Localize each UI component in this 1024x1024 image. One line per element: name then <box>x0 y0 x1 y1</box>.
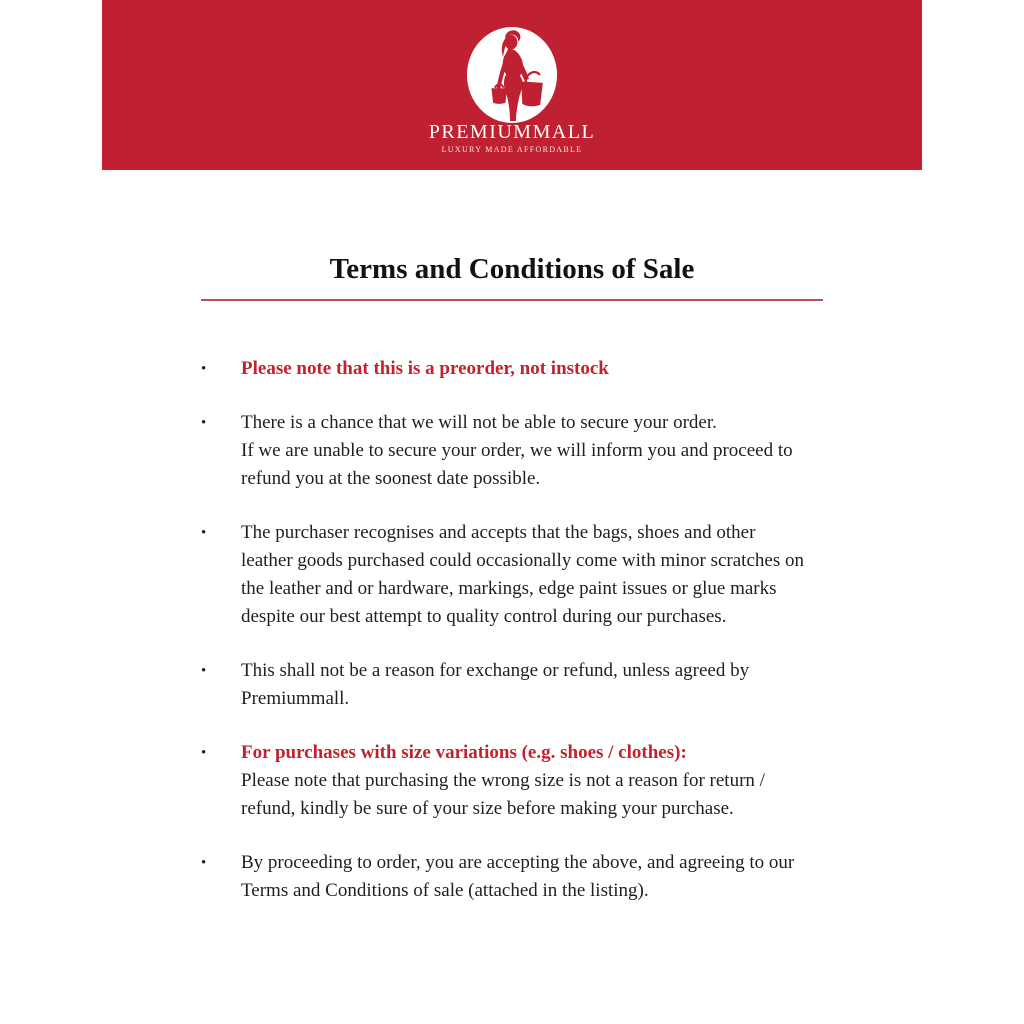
term-line: refund you at the soonest date possible. <box>241 468 541 489</box>
list-item <box>201 739 823 823</box>
term-line: refund, kindly be sure of your size before making your purchase. <box>241 798 734 819</box>
page-title: Terms and Conditions of Sale <box>329 253 695 285</box>
term-line: Terms and Conditions of sale (attached in the listing). <box>241 880 649 901</box>
list-item <box>201 849 823 905</box>
term-line: despite our best attempt to quality control during our purchases. <box>241 606 727 627</box>
brand-wordmark: PREMIUMMALL <box>428 121 596 143</box>
bullet-marker: • <box>201 525 207 541</box>
term-line: Premiummall. <box>241 688 350 709</box>
term-line: Please note that purchasing the wrong size is not a reason for return / <box>241 770 765 791</box>
terms-document <box>201 252 823 905</box>
bullet-marker: • <box>201 855 207 871</box>
term-text <box>241 849 823 905</box>
term-text <box>241 409 823 493</box>
term-line: There is a chance that we will not be able to secure your order. <box>241 412 717 433</box>
term-line-emphasis: For purchases with size variations (e.g. shoes / clothes): <box>241 742 687 763</box>
list-item <box>201 519 823 631</box>
term-text <box>241 355 823 383</box>
bullet-marker: • <box>201 745 207 761</box>
bullet-marker: • <box>201 663 207 679</box>
bullet-marker: • <box>201 415 207 431</box>
list-item <box>201 355 823 383</box>
title-divider <box>201 299 823 301</box>
terms-list <box>201 355 823 905</box>
term-line: By proceeding to order, you are accepting the above, and agreeing to our <box>241 852 795 873</box>
term-line: The purchaser recognises and accepts that the bags, shoes and other <box>241 522 756 543</box>
term-text <box>241 657 823 713</box>
brand-logo <box>465 26 559 124</box>
term-line: If we are unable to secure your order, we will inform you and proceed to <box>241 440 793 461</box>
term-text <box>241 519 823 631</box>
header-banner <box>102 0 922 170</box>
term-line: leather goods purchased could occasionally come with minor scratches on <box>241 550 804 571</box>
term-text <box>241 739 823 823</box>
list-item <box>201 657 823 713</box>
term-line: the leather and or hardware, markings, edge paint issues or glue marks <box>241 578 777 599</box>
term-line-emphasis: Please note that this is a preorder, not instock <box>241 358 609 379</box>
list-item <box>201 409 823 493</box>
bullet-marker: • <box>201 361 207 377</box>
term-line: This shall not be a reason for exchange or refund, unless agreed by <box>241 660 750 681</box>
brand-tagline: LUXURY MADE AFFORDABLE <box>441 145 583 154</box>
